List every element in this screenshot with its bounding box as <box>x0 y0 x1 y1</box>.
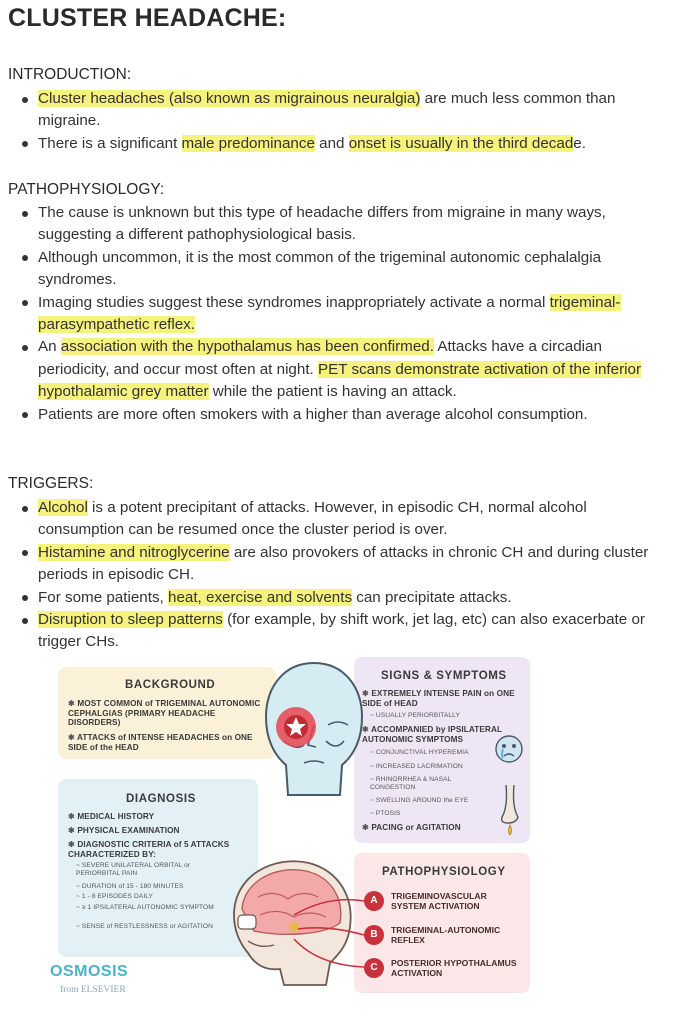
list-item: Disruption to sleep patterns (for example, by shift work, jet lag, etc) can also exacerbate or trigger CHs. <box>0 609 680 654</box>
signs-subitem: ~ INCREASED LACRIMATION <box>370 763 463 770</box>
list-item: Imaging studies suggest these syndromes inappropriately activate a normal trigeminal-parasympathetic reflex. <box>0 292 680 337</box>
page-title: CLUSTER HEADACHE: <box>8 4 287 32</box>
diagnosis-subitem: ~ ≥ 1 IPSILATERAL AUTONOMIC SYMPTOM <box>76 904 214 911</box>
diagnosis-subitem: ~ 1 - 8 EPISODES DAILY <box>76 893 154 900</box>
list-item: Although uncommon, it is the most common of the trigeminal autonomic cephalalgia syndromes. <box>0 247 680 292</box>
triggers-heading: TRIGGERS: <box>8 475 94 492</box>
background-heading: BACKGROUND <box>125 679 216 691</box>
diagnosis-subitem: ~ SEVERE UNILATERAL ORBITAL or PERIORBITAL PAIN <box>76 862 191 877</box>
crying-face-icon <box>494 731 524 767</box>
signs-item: ✱ EXTREMELY INTENSE PAIN on ONE SIDE of HEAD <box>362 689 515 708</box>
patho-item-c: POSTERIOR HYPOTHALAMUS ACTIVATION <box>391 958 517 978</box>
list-item: The cause is unknown but this type of headache differs from migraine in many ways, suggesting a different pathophysiological basis. <box>0 202 680 247</box>
list-item: For some patients, heat, exercise and solvents can precipitate attacks. <box>0 587 680 609</box>
osmosis-logo: OSMOSIS <box>50 963 129 980</box>
triggers-list <box>0 497 680 654</box>
diagnosis-item: ✱ MEDICAL HISTORY <box>68 812 155 821</box>
badge-b: B <box>364 925 384 945</box>
diagnosis-subitem: ~ DURATION of 15 - 180 MINUTES <box>76 883 184 890</box>
background-item: ✱ MOST COMMON of TRIGEMINAL AUTONOMIC CEPHALGIAS (PRIMARY HEADACHE DISORDERS) <box>68 699 261 728</box>
osmosis-subtitle: from ELSEVIER <box>60 985 126 995</box>
diagnosis-heading: DIAGNOSIS <box>126 793 196 805</box>
diagnosis-subitem: ~ SENSE of RESTLESSNESS or AGITATION <box>76 923 213 930</box>
list-item: Cluster headaches (also known as migrainous neuralgia) are much less common than migraine. <box>0 88 680 133</box>
patho-item-a: TRIGEMINOVASCULAR SYSTEM ACTIVATION <box>391 891 487 911</box>
background-item: ✱ ATTACKS of INTENSE HEADACHES on ONE SIDE of the HEAD <box>68 733 253 752</box>
connector-lines <box>288 885 368 975</box>
signs-subitem: ~ CONJUNCTIVAL HYPEREMIA <box>370 749 469 756</box>
badge-a: A <box>364 891 384 911</box>
diagnosis-item: ✱ PHYSICAL EXAMINATION <box>68 826 180 835</box>
list-item: An association with the hypothalamus has been confirmed. Attacks have a circadian periodicity, and occur most often at night. PET scans demonstrate activation of the inferior hypothalamic grey matter while the patient is having an attack. <box>0 336 680 403</box>
list-item: There is a significant male predominance and onset is usually in the third decade. <box>0 133 680 155</box>
list-item: Histamine and nitroglycerine are also provokers of attacks in chronic CH and during cluster periods in episodic CH. <box>0 542 680 587</box>
nose-icon <box>498 783 522 839</box>
signs-subitem: ~ USUALLY PERIORBITALLY <box>370 712 460 719</box>
introduction-heading: INTRODUCTION: <box>8 66 132 83</box>
signs-subitem: ~ RHINORRHEA & NASAL CONGESTION <box>370 776 452 791</box>
signs-heading: SIGNS & SYMPTOMS <box>381 670 507 682</box>
list-item: Alcohol is a potent precipitant of attacks. However, in episodic CH, normal alcohol consumption can be resumed once the cluster period is over. <box>0 497 680 542</box>
introduction-list <box>0 88 680 155</box>
pathophysiology-list <box>0 202 680 426</box>
signs-item: ✱ PACING or AGITATION <box>362 823 461 832</box>
list-item: Patients are more often smokers with a higher than average alcohol consumption. <box>0 404 680 426</box>
infographic <box>48 655 648 1030</box>
patho-item-b: TRIGEMINAL-AUTONOMIC REFLEX <box>391 925 501 945</box>
signs-subitem: ~ PTOSIS <box>370 810 401 817</box>
diagnosis-item: ✱ DIAGNOSTIC CRITERIA of 5 ATTACKS CHARACTERIZED BY: <box>68 840 230 859</box>
signs-subitem: ~ SWELLING AROUND the EYE <box>370 797 469 804</box>
pathophysiology-heading: PATHOPHYSIOLOGY: <box>8 181 165 198</box>
badge-c: C <box>364 958 384 978</box>
signs-item: ✱ ACCOMPANIED by IPSILATERAL AUTONOMIC SYMPTOMS <box>362 725 502 744</box>
patho-heading: PATHOPHYSIOLOGY <box>382 866 506 878</box>
